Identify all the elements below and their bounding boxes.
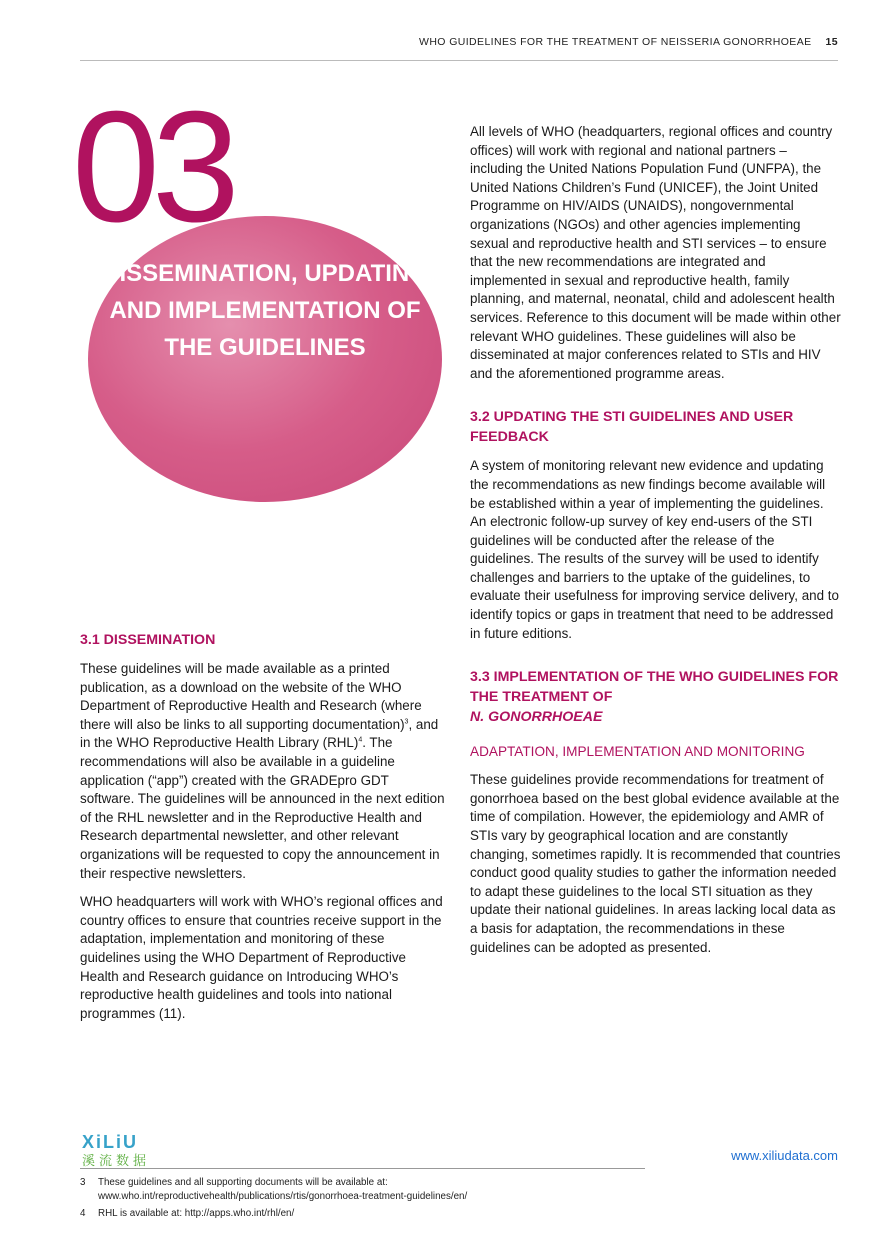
chapter-title: DISSEMINATION, UPDATING AND IMPLEMENTATION OF THE GUIDELINES xyxy=(102,260,428,361)
footnote-3 xyxy=(80,1176,650,1203)
section-3-2-paragraph: A system of monitoring relevant new evidence and updating the recommendations as new findings become available will be established within a year of implementing the guidelines. An electronic follow-up survey of key end-users of the STI guidelines will be conducted after the release of the guidelines. The results of the survey will be used to identify challenges and barriers to the uptake of the guidelines, to evaluate their usefulness for improving service delivery, and to identify topics or gaps in treatment that need to be addressed in future editions. xyxy=(470,458,839,641)
footnote-ref-3[interactable]: 3 xyxy=(404,718,409,726)
adaptation-subheading: ADAPTATION, IMPLEMENTATION AND MONITORING xyxy=(470,744,805,760)
xiliu-logo xyxy=(82,1132,166,1170)
page-number: 15 xyxy=(825,36,838,48)
footnote-3-mark: 3 xyxy=(80,1177,86,1188)
section-3-1-heading: 3.1 DISSEMINATION xyxy=(80,632,216,648)
footnote-4-mark: 4 xyxy=(80,1208,86,1219)
section-3-2-heading: 3.2 UPDATING THE STI GUIDELINES AND USER FEEDBACK xyxy=(470,409,794,446)
left-column xyxy=(80,630,446,1023)
right-column xyxy=(470,123,842,957)
section-3-3-heading-text: 3.3 IMPLEMENTATION OF THE WHO GUIDELINES FOR THE TREATMENT OF xyxy=(470,669,839,706)
site-link[interactable]: www.xiliudata.com xyxy=(731,1148,838,1163)
running-header xyxy=(80,36,838,48)
section-3-1-paragraph-1 xyxy=(80,660,446,883)
footnote-ref-4[interactable]: 4 xyxy=(358,736,363,744)
section-3-3-heading-species: N. GONORRHOEAE xyxy=(470,709,603,726)
logo-chinese-text: 溪流数据 xyxy=(82,1153,151,1168)
intro-paragraph: All levels of WHO (headquarters, regional offices and country offices) will work with regional and national partners – including the United Nations Population Fund (UNFPA), the United Nations Children’s Fund (UNICEF), the Joint United Programme on HIV/AIDS (UNAIDS), nongovernmental organizations (NGOs) and other agencies implementing sexual and reproductive health and STI services – to ensure that the new recommendations are integrated and implemented in sexual and reproductive health, family planning, and maternal, neonatal, child and adolescent health services. Reference to this document will be made within other relevant WHO guidelines. These guidelines will also be disseminated at major conferences related to STIs and HIV and the aforementioned programme areas. xyxy=(470,124,841,381)
footnote-3-text[interactable]: These guidelines and all supporting documents will be available at: www.who.int/reproductivehealth/publications/rtis/gonorrhoea-treatment-guidelines/en/ xyxy=(98,1177,468,1202)
p1-part-c: . The recommendations will also be available in a guideline application (“app”) created with the GRADEpro GDT software. The guidelines will be announced in the next edition of the RHL newsletter and in the Reproductive Health and Research departmental newsletter, and other relevant organizations will be requested to copy the announcement in their respective newsletters. xyxy=(80,735,445,881)
logo-wordmark: XiLiU xyxy=(82,1132,139,1152)
section-3-3-heading xyxy=(470,667,842,727)
p1-part-b: , and in the WHO Reproductive Health Library (RHL) xyxy=(80,716,439,751)
chapter-number: 03 xyxy=(72,79,232,255)
footnote-4 xyxy=(80,1207,650,1221)
running-title: WHO GUIDELINES FOR THE TREATMENT OF NEISSERIA GONORRHOEAE xyxy=(419,36,812,48)
section-3-3-paragraph: These guidelines provide recommendations for treatment of gonorrhoea based on the best global evidence available at the time of compilation. However, the epidemiology and AMR of STIs vary by geographical location and are constantly changing, sometimes rapidly. It is recommended that countries conduct good quality studies to gather the information needed to adapt these guidelines to the local STI situation as they update their national guidelines. In areas lacking local data as a basis for adaptation, the recommendations in these guidelines can be adopted as presented. xyxy=(470,772,841,955)
section-3-1-paragraph-2: WHO headquarters will work with WHO’s regional offices and country offices to ensure that countries receive support in the adaptation, implementation and monitoring of these guidelines using the WHO Department of Reproductive Health and Research guidance on Introducing WHO’s reproductive health guidelines and tools into national programmes (11). xyxy=(80,894,443,1021)
header-rule xyxy=(80,60,838,61)
p1-part-a: These guidelines will be made available as a printed publication, as a download on the website of the WHO Department of Reproductive Health and Research (where there will also be links to all supporting documentation) xyxy=(80,661,422,732)
footnote-4-text[interactable]: RHL is available at: http://apps.who.int/rhl/en/ xyxy=(98,1208,295,1219)
footnote-rule xyxy=(80,1168,645,1169)
